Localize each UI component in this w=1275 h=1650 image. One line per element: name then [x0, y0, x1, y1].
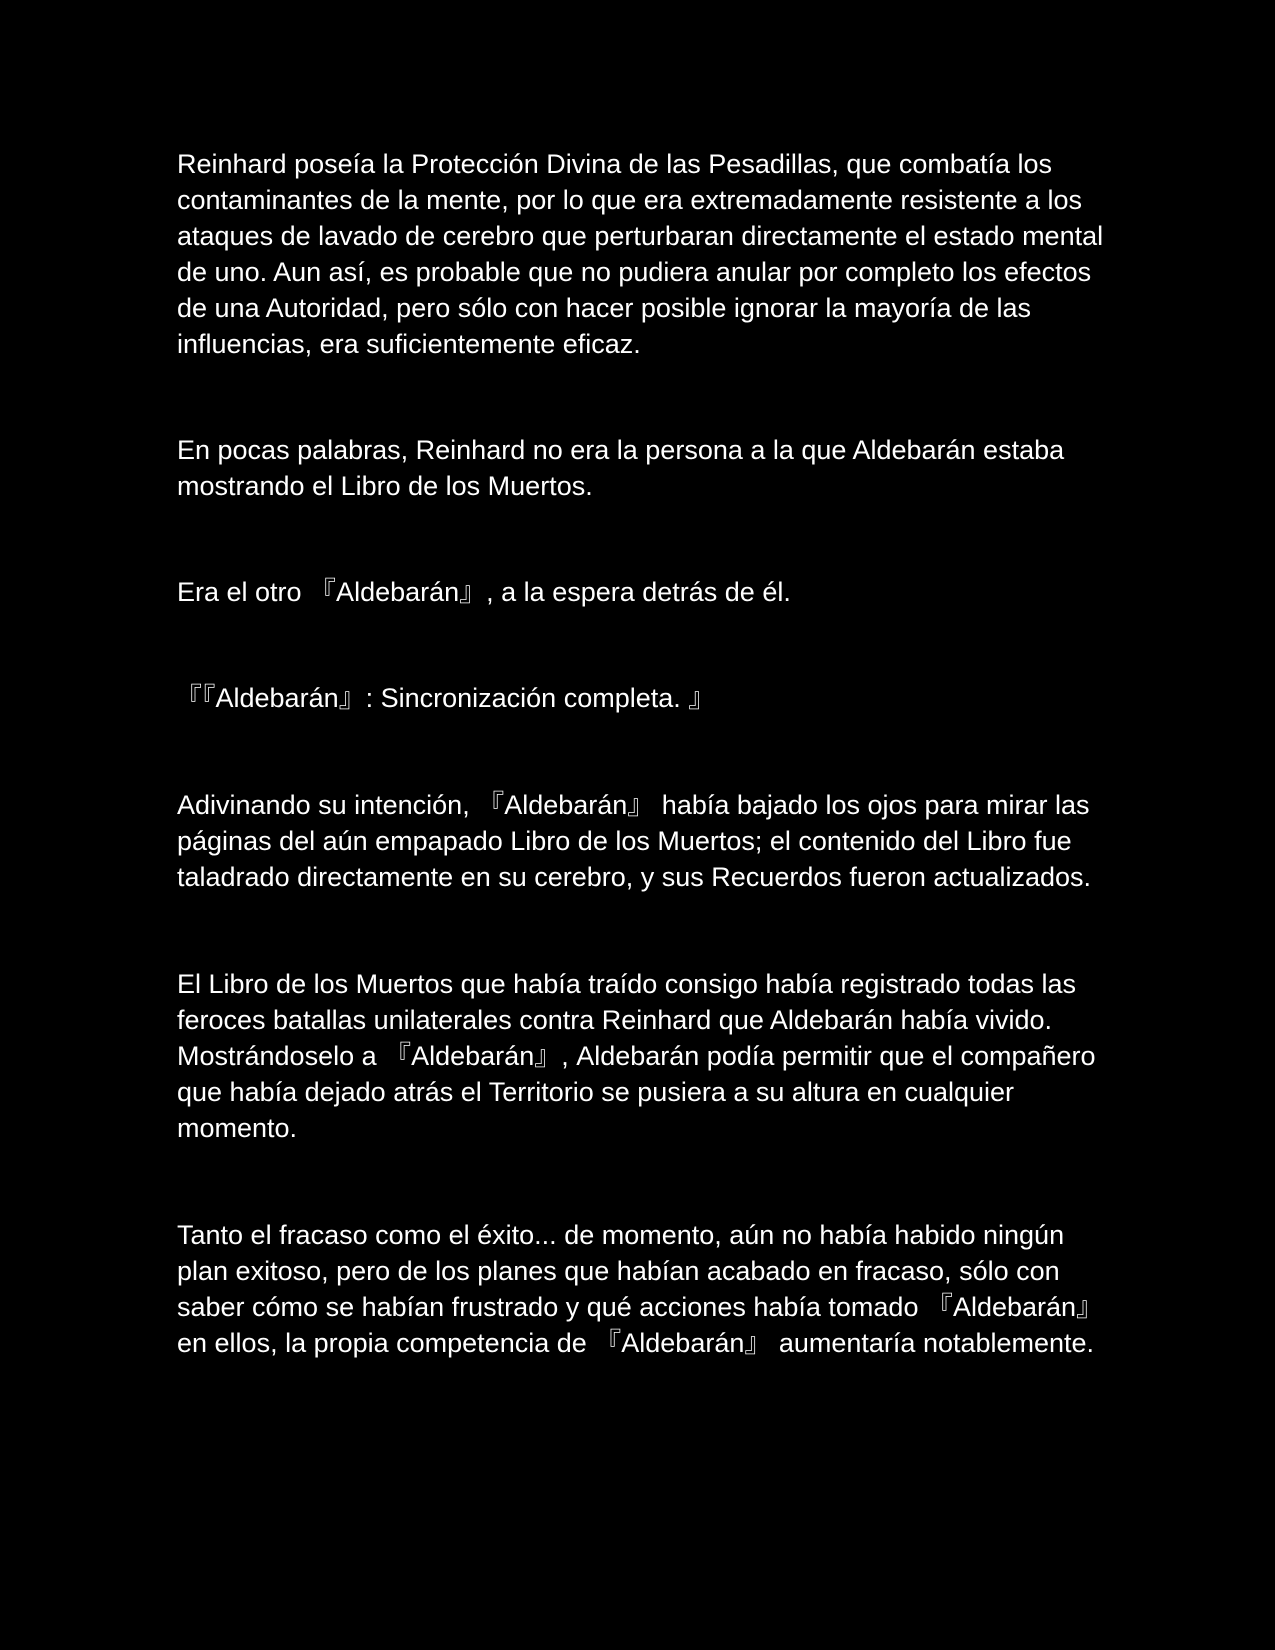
paragraph-book-of-dead: El Libro de los Muertos que había traído consigo había registrado todas las feroces batallas unilaterales contra Reinhard que Aldebarán había vivido. Mostrándoselo a 『Aldebarán』, Aldebarán podía permitir que el compañero que había dejado atrás el Territorio se pusiera a su altura en cualquier momento. [177, 969, 1096, 1143]
paragraph-sync-complete: 『『Aldebarán』: Sincronización completa. 』 [175, 683, 716, 713]
paragraph-nightmare-protection: Reinhard poseía la Protección Divina de las Pesadillas, que combatía los contaminantes de la mente, por lo que era extremadamente resistente a los ataques de lavado de cerebro que perturbaran directamente el estado mental de uno. Aun así, es probable que no pudiera anular por completo los efectos de una Autoridad, pero sólo con hacer posible ignorar la mayoría de las influencias, era suficientemente eficaz. [177, 149, 1104, 359]
paragraph-failure-success: Tanto el fracaso como el éxito... de momento, aún no había habido ningún plan exitoso, pero de los planes que habían acabado en fracaso, sólo con saber cómo se habían frustrado y qué acciones había tomado 『Aldebarán』 en ellos, la propia competencia de 『Aldebarán』 aumentaría notablemente. [177, 1220, 1104, 1358]
paragraph-guessing-intention: Adivinando su intención, 『Aldebarán』 había bajado los ojos para mirar las páginas del aún empapado Libro de los Muertos; el contenido del Libro fue taladrado directamente en su cerebro, y sus Recuerdos fueron actualizados. [177, 790, 1092, 892]
paragraph-other-aldebaran: Era el otro 『Aldebarán』, a la espera detrás de él. [177, 577, 791, 607]
paragraph-few-words: En pocas palabras, Reinhard no era la persona a la que Aldebarán estaba mostrando el Libro de los Muertos. [177, 435, 1065, 501]
text-body [177, 146, 1107, 1361]
